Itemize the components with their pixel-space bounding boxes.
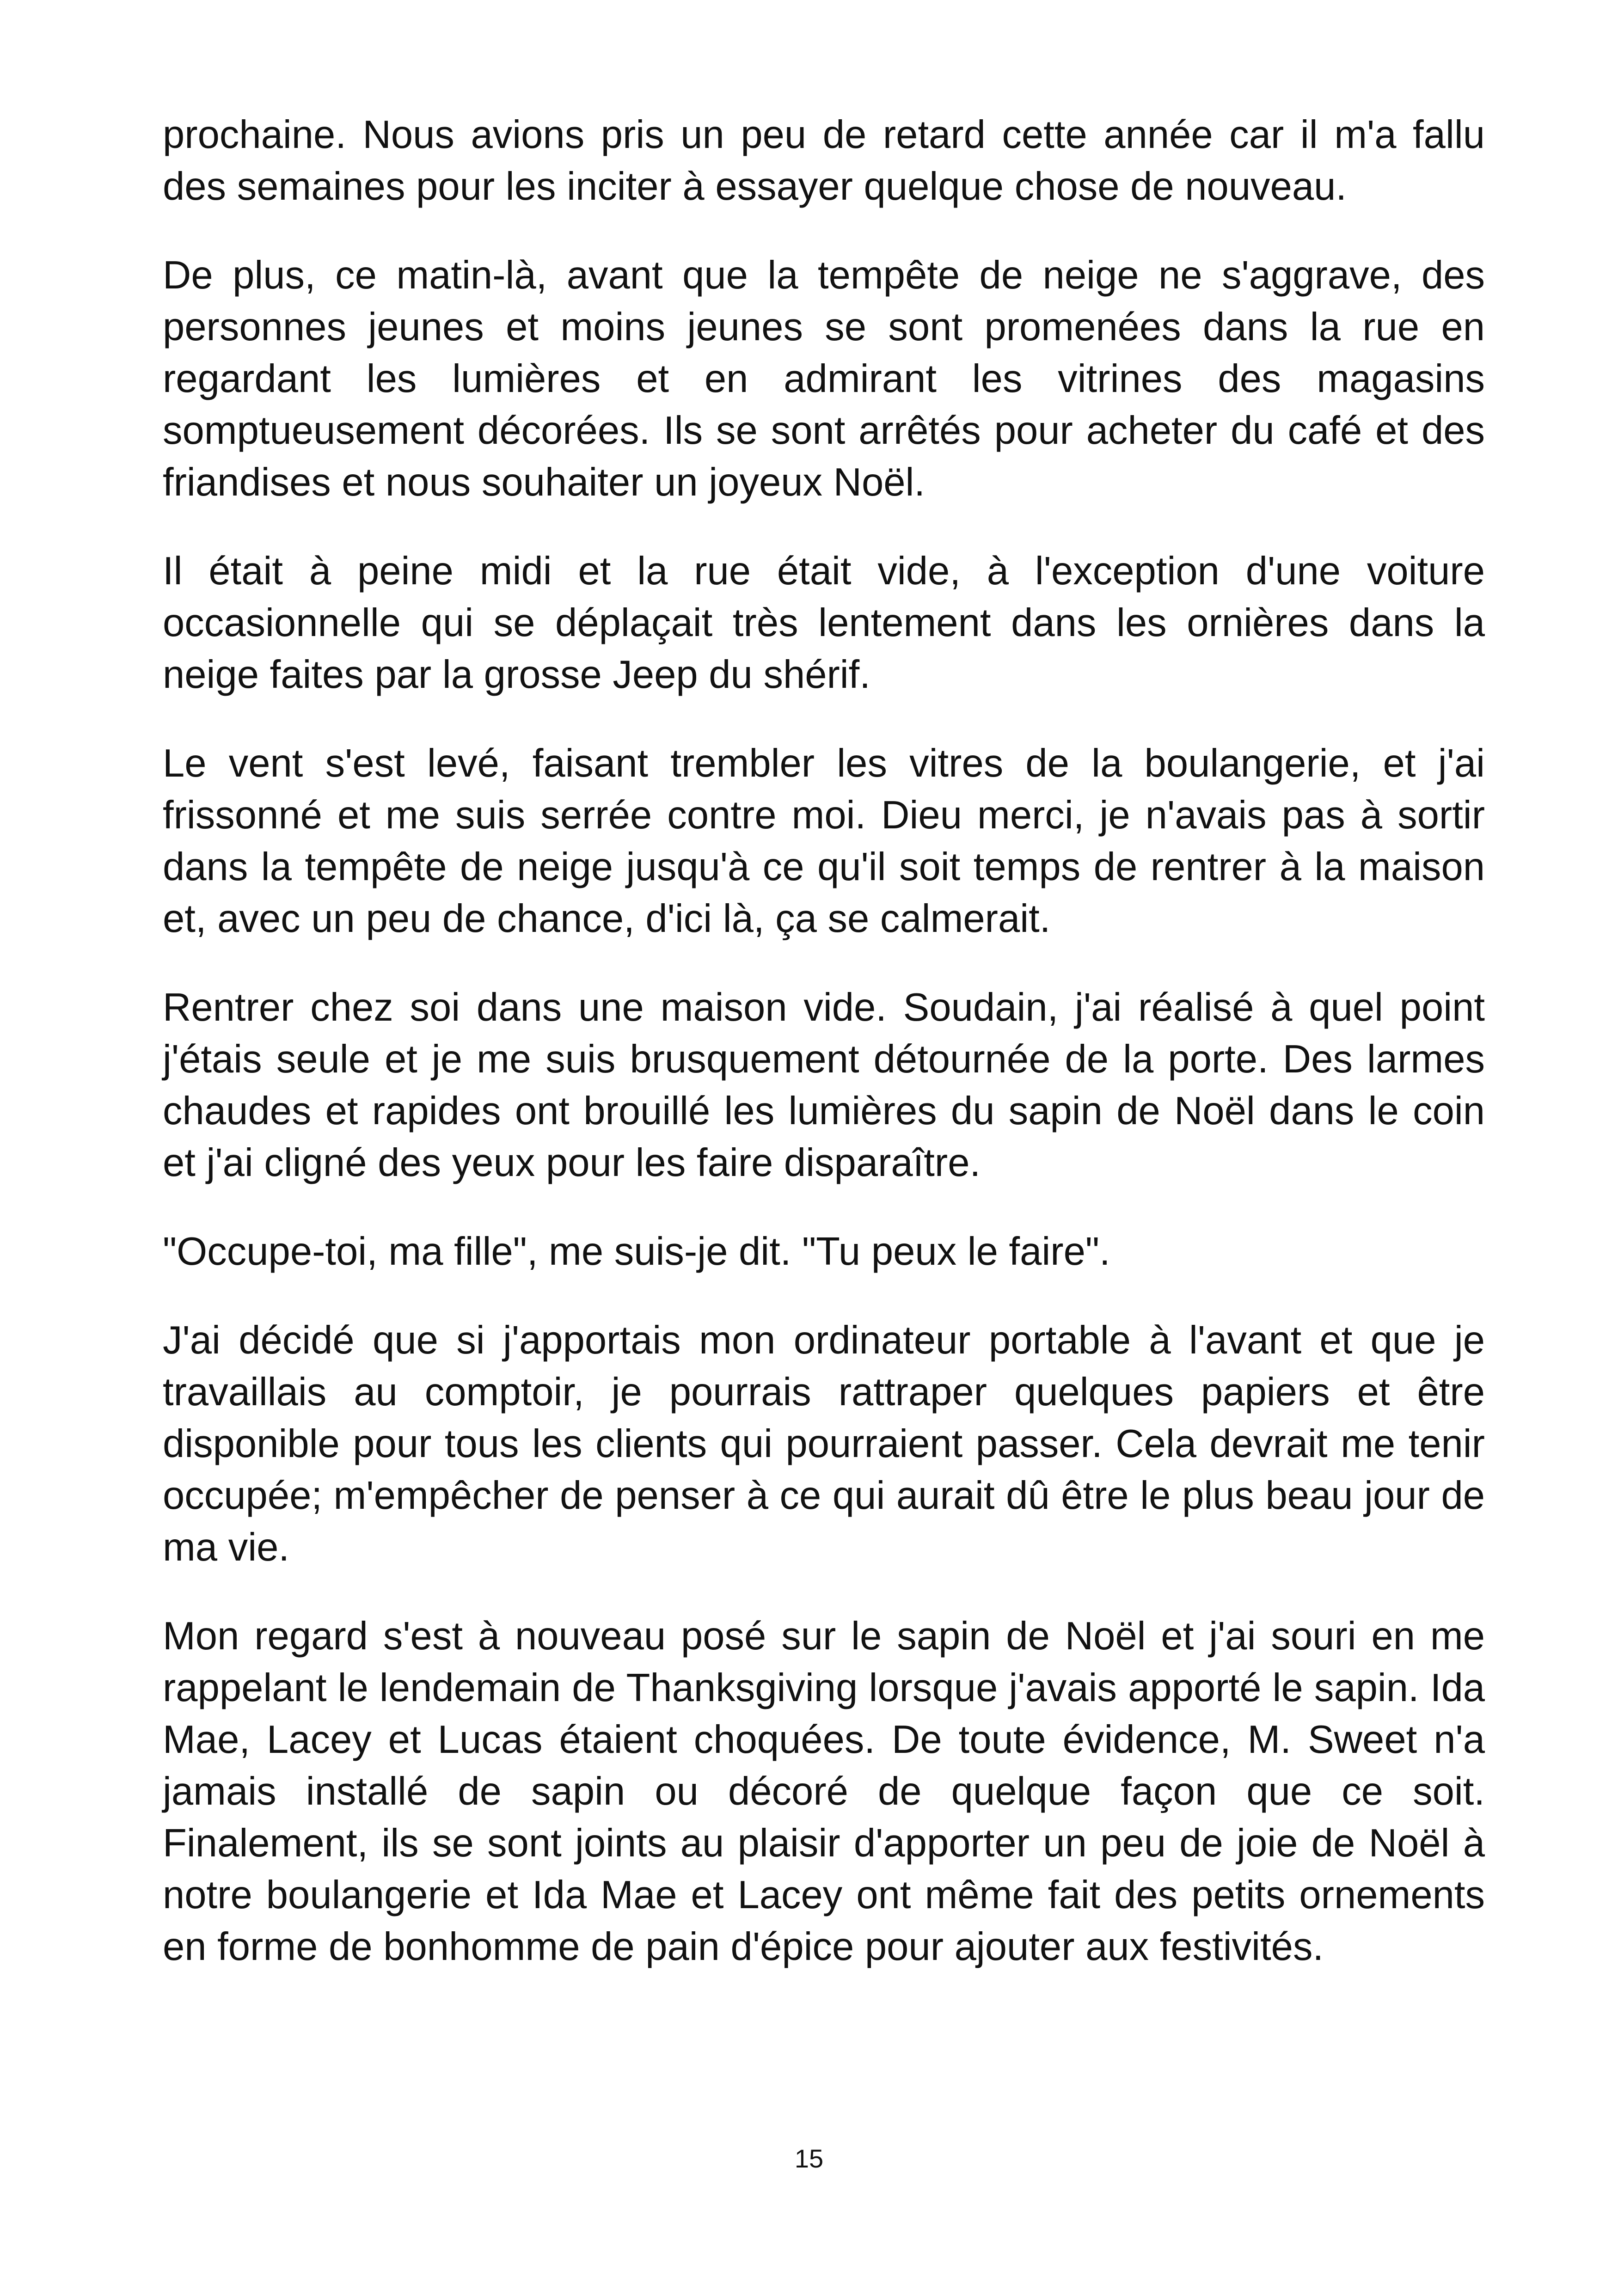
paragraph-8: Mon regard s'est à nouveau posé sur le sapin de Noël et j'ai souri en me rappelant le lendemain de Thanksgiving lorsque j'avais apporté le sapin. Ida Mae, Lacey et Lucas étaient choquées. De toute évidence, M. Sweet n'a jamais installé de sapin ou décoré de quelque façon que ce soit. Finalement, ils se sont joints au plaisir d'apporter un peu de joie de Noël à notre boulangerie et Ida Mae et Lacey ont même fait des petits ornements en forme de bonhomme de pain d'épice pour ajouter aux festivités. bbox=[163, 1614, 1485, 1969]
paragraph-2: De plus, ce matin-là, avant que la tempête de neige ne s'aggrave, des personnes jeunes et moins jeunes se sont promenées dans la rue en regardant les lumières et en admirant les vitrines des magasins somptueusement décorées. Ils se sont arrêtés pour acheter du café et des friandises et nous souhaiter un joyeux Noël. bbox=[163, 253, 1485, 504]
paragraph-3: Il était à peine midi et la rue était vide, à l'exception d'une voiture occasionnelle qui se déplaçait très lentement dans les ornières dans la neige faites par la grosse Jeep du shérif. bbox=[163, 549, 1485, 697]
paragraph-7: J'ai décidé que si j'apportais mon ordinateur portable à l'avant et que je travaillais au comptoir, je pourrais rattraper quelques papiers et être disponible pour tous les clients qui pourraient passer. Cela devrait me tenir occupée; m'empêcher de penser à ce qui aurait dû être le plus beau jour de ma vie. bbox=[163, 1318, 1485, 1569]
paragraph-6: "Occupe-toi, ma fille", me suis-je dit. "Tu peux le faire". bbox=[163, 1230, 1110, 1274]
page-number: 15 bbox=[794, 2144, 824, 2173]
body-text bbox=[163, 109, 1485, 2010]
paragraph-1: prochaine. Nous avions pris un peu de retard cette année car il m'a fallu des semaines pour les inciter à essayer quelque chose de nouveau. bbox=[163, 113, 1485, 208]
paragraph-4: Le vent s'est levé, faisant trembler les vitres de la boulangerie, et j'ai frissonné et me suis serrée contre moi. Dieu merci, je n'avais pas à sortir dans la tempête de neige jusqu'à ce qu'il soit temps de rentrer à la maison et, avec un peu de chance, d'ici là, ça se calmerait. bbox=[163, 741, 1485, 941]
paragraph-5: Rentrer chez soi dans une maison vide. Soudain, j'ai réalisé à quel point j'étais seule et je me suis brusquement détournée de la porte. Des larmes chaudes et rapides ont brouillé les lumières du sapin de Noël dans le coin et j'ai cligné des yeux pour les faire disparaître. bbox=[163, 986, 1485, 1185]
